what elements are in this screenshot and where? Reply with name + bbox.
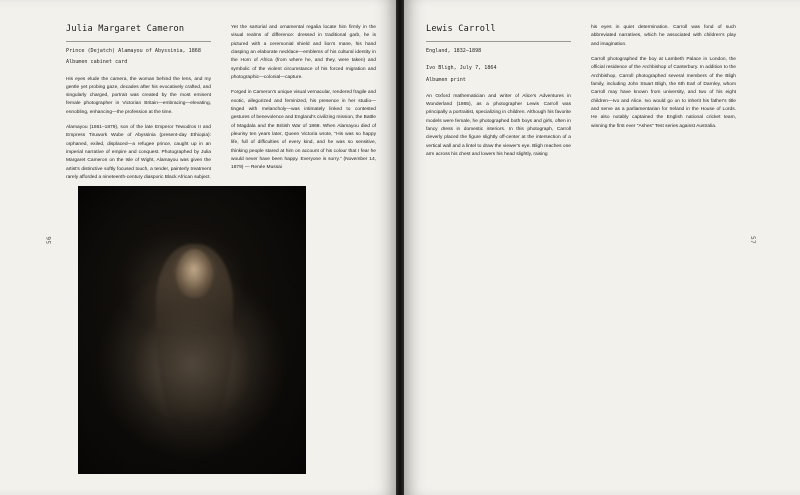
body-paragraph: Forged in Cameron's unique visual vernacular, rendered fragile and exotic, allegorized and feminized, his presence in her studio—tinged with melancholy—was intimately linked to contested gestures of benevolence and England's civilizing mission, the Battle of Magdala and the British War of 1868. When Alamayou died of pleurisy ten years later, Queen Victoria wrote, "His was so happy life, full of difficulties of every kind, and he was so sensitive, thinking people stared at him on account of his colour that I fear he would never have been happy. Everyone is sorry." (November 14, 1879) — Renée Mussai: [231, 90, 376, 171]
body-paragraph: his eyes in quiet determination. Carroll was fond of such abbreviated narratives, which he associated with children's play and imagination.: [591, 25, 736, 47]
caption-left: [66, 47, 211, 67]
book-gutter: [396, 0, 404, 495]
body-paragraph: Alamayou (1861–1879), son of the late Emperor Tewodros II and Empress Tiruwork Wube of Abyssinia (present-day Ethiopia): orphaned, exiled, displaced—a refugee prince, caught up in an imperial narrative of empire and conquest. Photographed by Julia Margaret Cameron on the Isle of Wight, Alamayou was given the artist's distinctive softly focused touch, a tender, painterly treatment rarely afforded a nineteenth-century diasporic Black African subject.: [66, 125, 211, 181]
photo-vignette: [78, 186, 306, 474]
artist-name-right: Lewis Carroll: [426, 24, 496, 34]
artist-dates-right: England, 1832–1898: [426, 48, 482, 54]
caption-medium-right: Albumen print: [426, 76, 466, 83]
photograph-alamayou: [78, 186, 306, 474]
right-page: [404, 0, 800, 495]
body-paragraph: Yet the sartorial and ornamental regalia locate him firmly in the visual realms of difference: dressed in traditional garb, he is pictured with a ceremonial shield and lion's mane, his hand clasping an elaborate necklace—emblems of his cultural identity in the Horn of Africa (from where he, and they, were taken) and symbolic of the violent circumstance of his forced migration and photographic—colonial—capture.: [231, 25, 376, 80]
caption-right: [426, 64, 571, 84]
right-column-1: [426, 24, 571, 159]
artist-name-left: Julia Margaret Cameron: [66, 24, 185, 34]
divider-rule: [426, 41, 571, 42]
folio-left: 56: [46, 236, 53, 245]
body-paragraph: An Oxford mathematician and writer of Alice's Adventures in Wonderland (1865), as a photographer Lewis Carroll was principally a portraitist, specializing in children. Although his favorite models were female, he photographed both boys and girls, often in fancy dress in domestic interiors. In this photograph, Carroll cleverly placed the figure slightly off-center at the intersection of a vertical wall and a lintel to draw the viewer's eye. Bligh reaches one arm across his chest and lowers his head slightly, raising: [426, 93, 571, 158]
body-paragraph: Carroll photographed the boy at Lambeth Palace in London, the official residence of the Archbishop of Canterbury. In addition to the Archbishop, Carroll photographed several members of the Bligh family, including John Stuart Bligh, the 6th Earl of Darnley, whom Carroll may have known from university, and two of his eight children—Ivo and Alice. Ivo would go on to inherit his father's title and serve as a parliamentarian for Ireland in the House of Lords. He also notably captained the English national cricket team, winning the first ever "Ashes" Test series against Australia.: [591, 56, 736, 129]
left-column-1: [66, 24, 211, 182]
left-page: [0, 0, 396, 495]
right-text-columns: [426, 24, 736, 159]
divider-rule: [66, 41, 211, 42]
body-paragraph: His eyes elude the camera, the woman behind the lens, and my gentle yet probing gaze, decades after his evocatively crafted, and singularly charged, portrait was created by the most eminent female photographer in Victorian Britain—embracing—elevating, ennobling, enhancing—the profession at the time.: [66, 76, 211, 115]
left-text-columns: [66, 24, 376, 182]
caption-title-right: Ivo Bligh, July 7, 1864: [426, 65, 497, 72]
left-column-2: [231, 24, 376, 182]
caption-title-left: Prince (Dejatch) Alamayou of Abyssinia, 1868: [66, 48, 201, 54]
caption-medium-left: Albumen cabinet card: [66, 59, 128, 66]
folio-right: 57: [749, 236, 756, 245]
right-column-2: [591, 24, 736, 159]
